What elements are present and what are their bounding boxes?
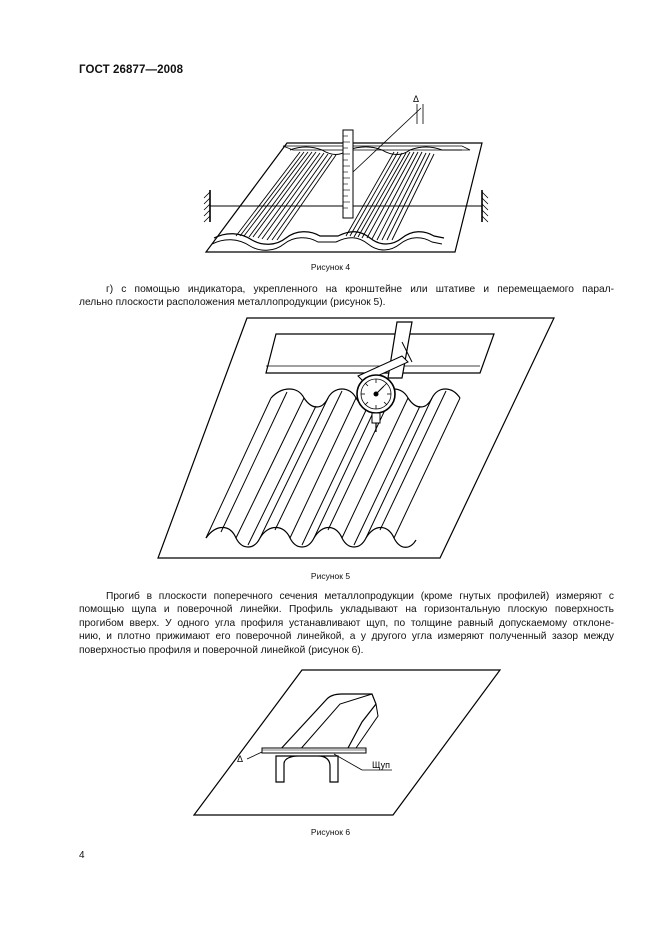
corrugation-hatching — [236, 152, 434, 240]
paragraph-bend-line-5: поверхностью профиля и поверочной линейкой (рисунок 6). — [79, 644, 364, 656]
figure-5 — [0, 312, 661, 564]
figure-5-caption: Рисунок 5 — [310, 571, 351, 581]
paragraph-g-line-2: лельно плоскости расположения металлопродукции (рисунок 5). — [79, 297, 386, 309]
figure-6-delta-label: Δ — [237, 754, 244, 764]
profile-outline — [278, 694, 376, 752]
paragraph-bend-line-1: Прогиб в плоскости поперечного сечения металлопродукции (кроме гнутых профилей) измеряют с — [106, 591, 614, 602]
paragraph-bend-line-2: помощью щупа и поверочной линейки. Профиль укладывают на горизонтальную плоскую поверхность — [79, 604, 614, 616]
sheet-front-edge — [206, 528, 416, 548]
verification-ruler — [262, 748, 366, 753]
figure-6-caption: Рисунок 6 — [310, 827, 351, 837]
probe-label: Щуп — [372, 760, 391, 770]
figure-6 — [0, 664, 661, 822]
figure-4-drawing — [0, 90, 661, 255]
document-header: ГОСТ 26877—2008 — [79, 64, 184, 76]
figure-5-drawing — [0, 312, 661, 564]
figure-4-delta-label: Δ — [413, 94, 420, 104]
measuring-ruler — [343, 130, 353, 218]
paragraph-bend — [79, 590, 614, 657]
paragraph-g-line-1: г) с помощью индикатора, укрепленного на кронштейне или штативе и перемещаемого парал- — [106, 284, 614, 295]
paragraph-bend-line-3: прогибом вверх. У одного угла профиля устанавливают щуп, по толщине равный допускаемому отклоне- — [79, 617, 614, 629]
page-number: 4 — [79, 850, 85, 861]
paragraph-g — [79, 283, 614, 310]
profile-section — [276, 756, 338, 782]
paragraph-bend-line-4: нию, и плотно прижимают его поверочной линейкой, а у другого угла измеряют полученный зазор между — [79, 631, 614, 643]
corrugation-lines — [206, 391, 460, 545]
figure-4 — [0, 90, 661, 255]
figure-6-drawing — [0, 664, 661, 822]
figure-4-caption: Рисунок 4 — [310, 262, 351, 272]
base-plate — [194, 670, 500, 815]
